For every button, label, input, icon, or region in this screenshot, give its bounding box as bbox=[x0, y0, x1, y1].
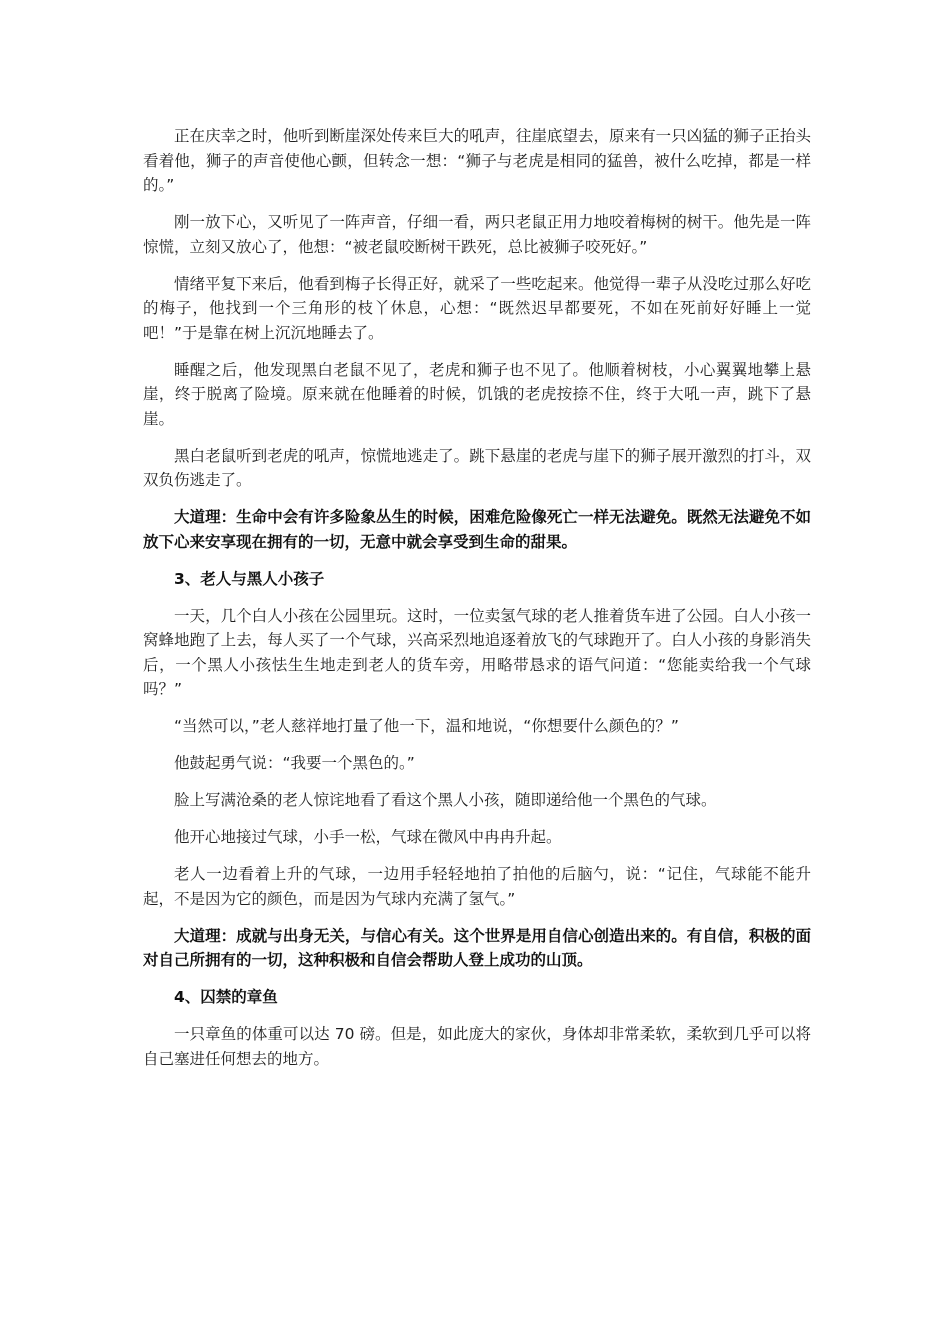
paragraph: 刚一放下心，又听见了一阵声音，仔细一看，两只老鼠正用力地咬着梅树的树干。他先是一阵惊慌，立刻又放心了，他想：“被老鼠咬断树干跌死，总比被狮子咬死好。” bbox=[143, 213, 811, 256]
paragraph: 老人一边看着上升的气球，一边用手轻轻地拍了拍他的后脑勺，说：“记住，气球能不能升起，不是因为它的颜色，而是因为气球内充满了氢气。” bbox=[143, 865, 811, 908]
document-page bbox=[143, 124, 811, 1084]
section-heading: 4、囚禁的章鱼 bbox=[174, 988, 278, 1006]
paragraph: 一天，几个白人小孩在公园里玩。这时，一位卖氢气球的老人推着货车进了公园。白人小孩一窝蜂地跑了上去，每人买了一个气球，兴高采烈地追逐着放飞的气球跑开了。白人小孩的身影消失后，一个黑人小孩怯生生地走到老人的货车旁，用略带恳求的语气问道：“您能卖给我一个气球吗？” bbox=[143, 606, 811, 698]
moral-paragraph: 大道理：成就与出身无关，与信心有关。这个世界是用自信心创造出来的。有自信，积极的面对自己所拥有的一切，这种积极和自信会帮助人登上成功的山顶。 bbox=[143, 926, 811, 969]
paragraph: 正在庆幸之时，他听到断崖深处传来巨大的吼声，往崖底望去，原来有一只凶猛的狮子正抬头看着他，狮子的声音使他心颤，但转念一想：“狮子与老虎是相同的猛兽，被什么吃掉，都是一样的。” bbox=[143, 127, 811, 194]
paragraph: 脸上写满沧桑的老人惊诧地看了看这个黑人小孩，随即递给他一个黑色的气球。 bbox=[174, 791, 717, 809]
section-heading: 3、老人与黑人小孩子 bbox=[174, 569, 325, 588]
paragraph: 黑白老鼠听到老虎的吼声，惊慌地逃走了。跳下悬崖的老虎与崖下的狮子展开激烈的打斗，双双负伤逃走了。 bbox=[143, 446, 811, 489]
paragraph: 他开心地接过气球，小手一松，气球在微风中冉冉升起。 bbox=[174, 828, 562, 846]
paragraph: 他鼓起勇气说：“我要一个黑色的。” bbox=[174, 754, 415, 772]
paragraph: 睡醒之后，他发现黑白老鼠不见了，老虎和狮子也不见了。他顺着树枝，小心翼翼地攀上悬崖，终于脱离了险境。原来就在他睡着的时候，饥饿的老虎按捺不住，终于大吼一声，跳下了悬崖。 bbox=[143, 360, 811, 428]
paragraph: 情绪平复下来后，他看到梅子长得正好，就采了一些吃起来。他觉得一辈子从没吃过那么好吃的梅子，他找到一个三角形的枝丫休息，心想：“既然迟早都要死，不如在死前好好睡上一觉吧！”于是靠在树上沉沉地睡去了。 bbox=[143, 274, 811, 342]
paragraph: 一只章鱼的体重可以达 70 磅。但是，如此庞大的家伙，身体却非常柔软，柔软到几乎可以将自己塞进任何想去的地方。 bbox=[143, 1025, 811, 1068]
paragraph: “当然可以，”老人慈祥地打量了他一下，温和地说，“你想要什么颜色的？” bbox=[174, 717, 679, 735]
moral-paragraph: 大道理：生命中会有许多险象丛生的时候，困难危险像死亡一样无法避免。既然无法避免不如放下心来安享现在拥有的一切，无意中就会享受到生命的甜果。 bbox=[143, 508, 811, 551]
